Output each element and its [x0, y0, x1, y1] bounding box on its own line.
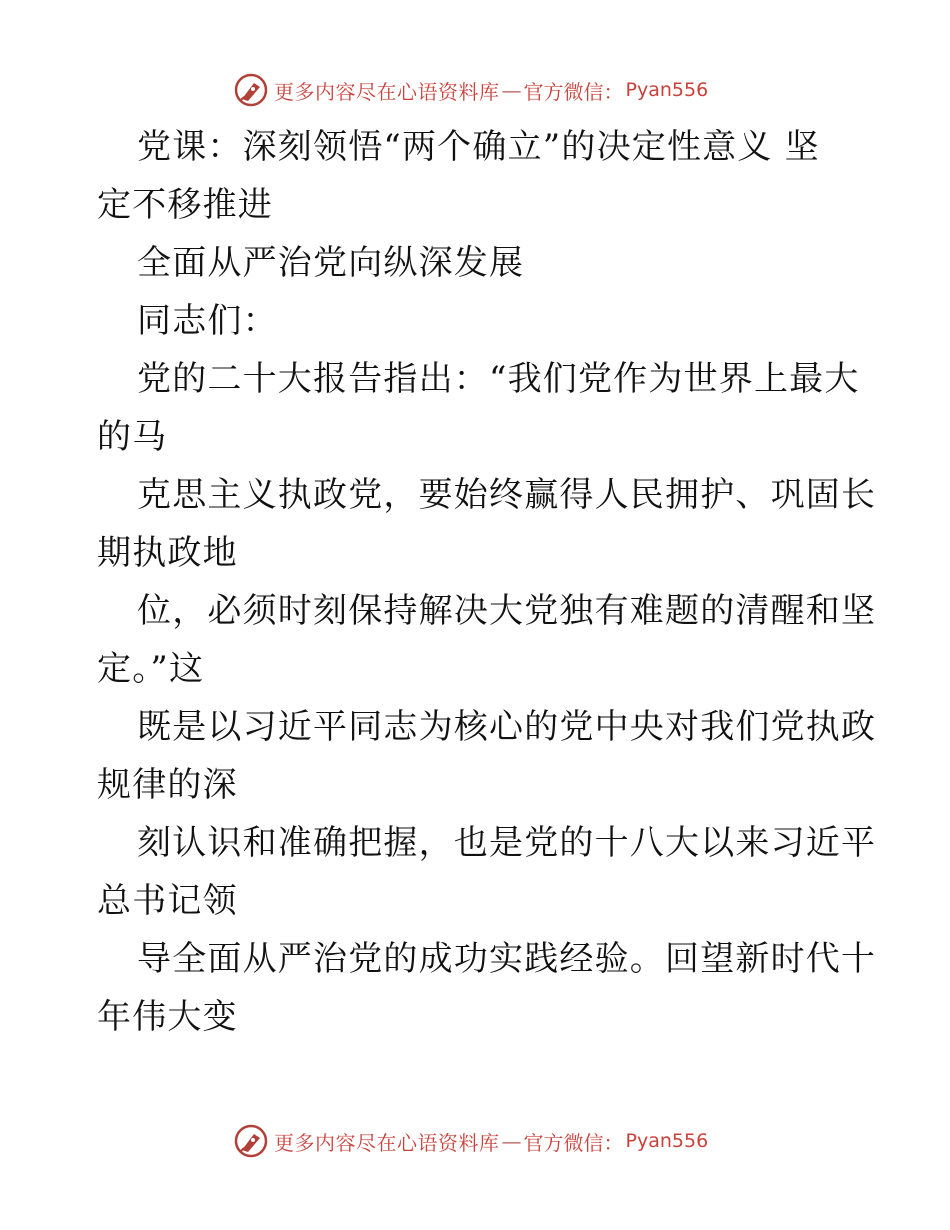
paragraph-line: 规律的深: [97, 765, 238, 805]
paragraph-line: 期执政地: [97, 533, 238, 573]
paragraph-line: 的马: [97, 417, 168, 457]
banner-wechat-label: 官方微信：: [523, 1130, 624, 1155]
pen-nib-logo-icon: [234, 73, 268, 107]
banner-site-text: 更多内容尽在心语资料库: [274, 1130, 500, 1155]
paragraph-line: 克思主义执政党，要始终赢得人民拥护、巩固长: [137, 475, 877, 515]
subtitle-line: 全面从严治党向纵深发展: [137, 243, 525, 283]
banner-wechat-label: 官方微信：: [523, 79, 624, 104]
document-body: [97, 118, 877, 1046]
paragraph-line: 刻认识和准确把握，也是党的十八大以来习近平: [137, 823, 877, 863]
banner-wechat-id: Pyan556: [625, 1130, 709, 1152]
salutation-line: 同志们：: [137, 301, 278, 341]
banner-separator: —: [501, 78, 522, 102]
title-line: 党课：深刻领悟“两个确立”的决定性意义 坚: [137, 127, 820, 167]
header-banner: [234, 73, 708, 107]
banner-site-text: 更多内容尽在心语资料库: [274, 79, 500, 104]
banner-wechat-id: Pyan556: [625, 79, 709, 101]
paragraph-line: 定。”这: [97, 649, 205, 689]
paragraph-line: 总书记领: [97, 881, 238, 921]
footer-banner: [234, 1124, 708, 1158]
banner-separator: —: [501, 1129, 522, 1153]
title-line: 定不移推进: [97, 185, 273, 225]
paragraph-line: 党的二十大报告指出：“我们党作为世界上最大: [137, 359, 860, 399]
paragraph-line: 导全面从严治党的成功实践经验。回望新时代十: [137, 939, 877, 979]
paragraph-line: 位，必须时刻保持解决大党独有难题的清醒和坚: [137, 591, 877, 631]
paragraph-line: 年伟大变: [97, 997, 238, 1037]
pen-nib-logo-icon: [234, 1124, 268, 1158]
paragraph-line: 既是以习近平同志为核心的党中央对我们党执政: [137, 707, 877, 747]
